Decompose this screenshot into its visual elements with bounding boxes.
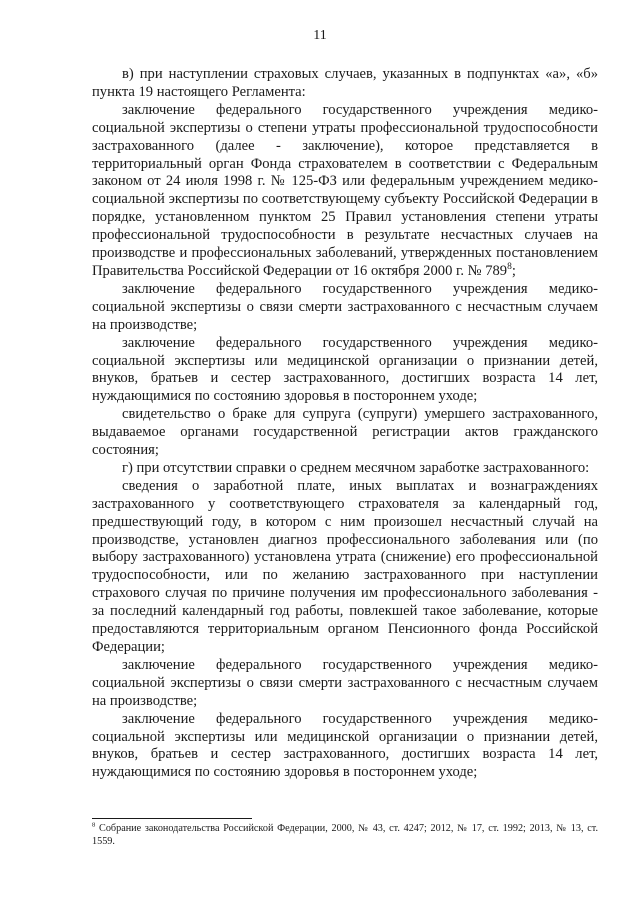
paragraph-conclusion-death-2: заключение федерального государственного учреждения медико-социальной экспертизы о связи смерти застрахованного с несчастным случаем на производстве;	[92, 656, 598, 709]
footnote-reference[interactable]: 8	[507, 262, 512, 273]
footnote-divider	[92, 818, 252, 819]
paragraph-conclusion-disability	[92, 102, 598, 281]
paragraph-salary-info: сведения о заработной плате, иных выплатах и вознаграждениях застрахованного у соответствующего страхователя за календарный год, предшествующий году, в котором с ним произошел несчастный случай на производстве, установлен диагноз профессионального заболевания или (по выбору застрахованного) установлена утрата (снижение) его профессиональной трудоспособности, или по желанию застрахованного при наступлении страхового случая по причине получения им профессионального заболевания - за последний календарный год работы, повлекшей такое заболевание, которые предоставляются территориальным органом Пенсионного фонда Российской Федерации;	[92, 477, 598, 655]
paragraph-suffix: ;	[511, 262, 516, 279]
footnote	[92, 822, 598, 848]
page-number: 11	[313, 28, 327, 43]
paragraph-item-g: г) при отсутствии справки о среднем месячном заработке застрахованного:	[122, 459, 590, 476]
footnote-text: Собрание законодательства Российской Федерации, 2000, № 43, ст. 4247; 2012, № 17, ст. 1992; 2013, № 13, ст. 1559.	[92, 823, 598, 847]
paragraph-item-v: в) при наступлении страховых случаев, указанных в подпунктах «а», «б» пункта 19 настоящего Регламента:	[92, 66, 598, 100]
paragraph-conclusion-care: заключение федерального государственного учреждения медико-социальной экспертизы или медицинской организации о признании детей, внуков, братьев и сестер застрахованного, достигших возраста 14 лет, нуждающимися по состоянию здоровья в постороннем уходе;	[92, 334, 598, 405]
document-body	[92, 66, 598, 782]
paragraph-conclusion-death: заключение федерального государственного учреждения медико-социальной экспертизы о связи смерти застрахованного с несчастным случаем на производстве;	[92, 280, 598, 333]
paragraph-conclusion-care-2: заключение федерального государственного учреждения медико-социальной экспертизы или медицинской организации о признании детей, внуков, братьев и сестер застрахованного, достигших возраста 14 лет, нуждающимися по состоянию здоровья в постороннем уходе;	[92, 710, 598, 781]
paragraph-text: заключение федерального государственного учреждения медико-социальной экспертизы о степени утраты профессиональной трудоспособности застрахованного (далее - заключение), которое представляется в территориальный орган Фонда страхователем в соответствии с Федеральным законом от 24 июля 1998 г. № 125-ФЗ или федеральным учреждением медико-социальной экспертизы по соответствующему субъекту Российской Федерации в порядке, установленном пунктом 25 Правил установления степени утраты профессиональной трудоспособности в результате несчастных случаев на производстве и профессиональных заболеваний, утвержденных постановлением Правительства Российской Федерации от 16 октября 2000 г. № 789	[92, 101, 598, 279]
footnote-marker: 8	[92, 821, 96, 829]
paragraph-marriage-certificate: свидетельство о браке для супруга (супруги) умершего застрахованного, выдаваемое органами государственной регистрации актов гражданского состояния;	[92, 406, 598, 459]
